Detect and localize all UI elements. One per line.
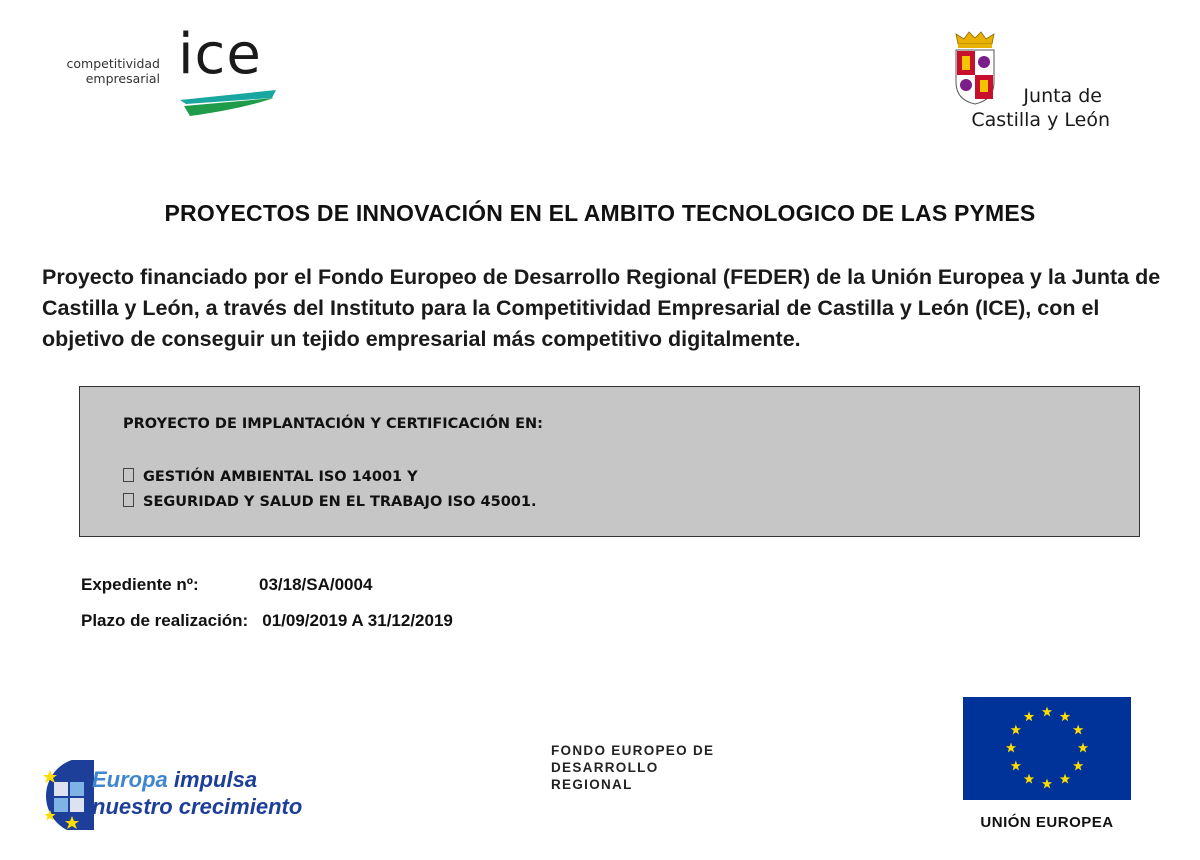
ice-tagline-line2: empresarial — [85, 71, 160, 86]
ice-logo — [48, 22, 288, 118]
project-item-label: SEGURIDAD Y SALUD EN EL TRABAJO ISO 45001. — [143, 494, 537, 510]
junta-name — [940, 84, 1110, 132]
feder-line2: DESARROLLO — [551, 760, 659, 775]
junta-line2: Castilla y León — [971, 109, 1110, 131]
europa-impulsa-logo — [42, 758, 332, 832]
expediente-value: 03/18/SA/0004 — [259, 575, 373, 594]
ice-wordmark: ice — [178, 22, 262, 87]
plazo-row — [81, 611, 453, 631]
junta-logo — [940, 30, 1120, 140]
europa-globe-icon — [42, 760, 94, 830]
project-item — [123, 493, 537, 510]
plazo-label: Plazo de realización: — [81, 611, 249, 630]
impulsa-word: impulsa — [173, 767, 258, 792]
project-item-label: GESTIÓN AMBIENTAL ISO 14001 Y — [143, 469, 418, 485]
ice-tagline — [48, 56, 160, 86]
checkbox-bullet-icon — [123, 493, 134, 507]
ice-tagline-line1: competitividad — [66, 56, 160, 71]
feder-line1: FONDO EUROPEO DE — [551, 743, 715, 758]
funding-description: Proyecto financiado por el Fondo Europeo de Desarrollo Regional (FEDER) de la Unión Europea y la Junta de Castilla y León, a través del Instituto para la Competitividad Empresarial de Castilla y León (ICE), con el objetivo de conseguir un tejido empresarial más competitivo digitalmente. — [42, 265, 1161, 351]
feder-label — [551, 742, 714, 793]
europa-slogan — [92, 766, 302, 820]
project-box-header: PROYECTO DE IMPLANTACIÓN Y CERTIFICACIÓN EN: — [123, 416, 543, 432]
europa-slogan-line2: nuestro crecimiento — [92, 794, 303, 819]
feder-line3: REGIONAL — [551, 777, 633, 792]
project-box — [79, 386, 1140, 537]
junta-line1: Junta de — [1023, 85, 1102, 107]
expediente-label: Expediente nº: — [81, 575, 199, 594]
europa-word: Europa — [92, 767, 168, 792]
checkbox-bullet-icon — [123, 468, 134, 482]
page-title: PROYECTOS DE INNOVACIÓN EN EL AMBITO TECNOLOGICO DE LAS PYMES — [164, 200, 1036, 226]
plazo-value: 01/09/2019 A 31/12/2019 — [262, 611, 453, 630]
expediente-row — [81, 575, 372, 595]
ice-swoosh-icon — [180, 88, 280, 118]
project-item — [123, 468, 418, 485]
eu-label: UNIÓN EUROPEA — [980, 814, 1114, 831]
eu-flag-icon — [963, 697, 1131, 800]
